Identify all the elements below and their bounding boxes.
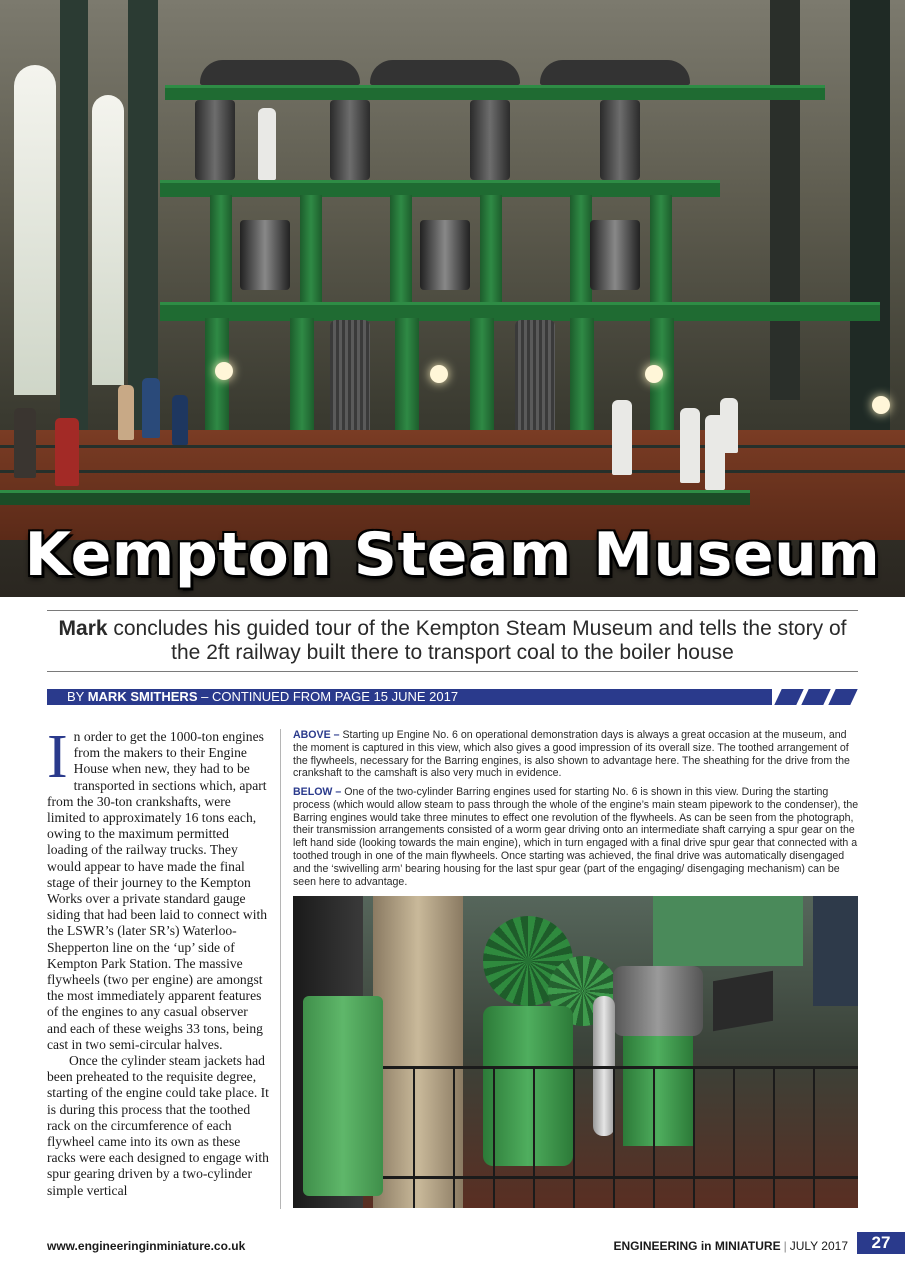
footer-website: www.engineeringinminiature.co.uk xyxy=(47,1239,246,1253)
column-divider xyxy=(280,729,281,1209)
caption-above-tag: ABOVE – xyxy=(293,729,340,741)
standfirst xyxy=(47,617,858,665)
byline-by: BY xyxy=(67,689,88,704)
standfirst-author: Mark xyxy=(58,617,108,640)
standfirst-top-rule xyxy=(47,610,858,611)
article-title: Kempton Steam Museum xyxy=(24,520,881,590)
footer-magazine-name: ENGINEERING in MINIATURE xyxy=(613,1239,781,1253)
byline-continued: CONTINUED FROM PAGE 15 JUNE 2017 xyxy=(211,689,459,704)
byline-bar xyxy=(47,689,772,705)
standfirst-text: concludes his guided tour of the Kempton Steam Museum and tells the story of the 2ft railway built there to transport coal to the boiler house xyxy=(107,617,847,664)
body-paragraph-1 xyxy=(47,723,270,1053)
caption-below-tag: BELOW – xyxy=(293,786,342,798)
caption-above xyxy=(293,729,863,780)
caption-below-text: One of the two-cylinder Barring engines used for starting No. 6 is shown in this view. During the starting process (which would allow steam to pass through the whole of the engine’s main steam pipework to the condenser), the Barring engines would take three minutes to effect one revolution of the flywheels. As can be seen from the photograph, their transmission arrangements consisted of a worm gear driving onto an intermediate shaft carrying a spur gear on the left hand side (looking towards the main engine), which in turn engaged with a final drive spur gear that connected with a toothed trough in one of the main flywheels. Once starting was achieved, the final drive was automatically disengaged and the ‘swivelling arm’ bearing housing for the last spur gear (part of the engaging/ disengaging mechanism) can be seen here to advantage. xyxy=(293,786,859,888)
byline-author: MARK SMITHERS xyxy=(87,689,198,704)
byline-stripe xyxy=(774,689,803,705)
body-paragraph-2: Once the cylinder steam jackets had been preheated to the requisite degree, starting of the engine could take place. It is during this process that the toothed rack on the circumference of each flywheel came into its own as these racks were each designed to engage with spur gearing driven by a two-cylinder simple vertical xyxy=(47,1053,269,1198)
footer-separator: | xyxy=(783,1239,787,1253)
byline-stripe xyxy=(828,689,857,705)
body-paragraph-1-text: n order to get the 1000-ton engines from the makers to their Engine House when new, they had to be transported in sections which, apart from the 30-ton crankshafts, were limited to approximately 16 tons each, owing to the maximum permitted loading of the railway trucks. They would appear to have made the final stage of their journey to the Kempton Works over a private standard gauge siding that had been laid to connect with the LSWR’s (later SR’s) Waterloo-Shepperton line on the ‘up’ side of Kempton Park Station. The massive flywheels (two per engine) are amongst the most immediately apparent features of the engines to any casual observer and each of these weighs 33 tons, being cast in two semi-circular halves. xyxy=(47,729,268,1052)
footer-issue: JULY 2017 xyxy=(789,1239,848,1253)
barring-engine-photo xyxy=(293,896,858,1208)
footer-magazine xyxy=(613,1239,848,1253)
standfirst-bottom-rule xyxy=(47,671,858,672)
caption-above-text: Starting up Engine No. 6 on operational demonstration days is always a great occasion at the museum, and the moment is captured in this view, which also gives a good impression of its overall size. The toothed arrangement of the flywheels, necessary for the Barring engines, is also shown to advantage here. The sheathing for the drive from the crankshaft to the camshaft is also very much in evidence. xyxy=(293,729,850,780)
page-number: 27 xyxy=(857,1232,905,1254)
hero-photo xyxy=(0,0,905,597)
article-body xyxy=(47,723,270,1199)
byline-stripe xyxy=(801,689,830,705)
caption-below xyxy=(293,786,863,888)
drop-cap: I xyxy=(47,723,68,791)
byline-dash: – xyxy=(197,689,212,704)
